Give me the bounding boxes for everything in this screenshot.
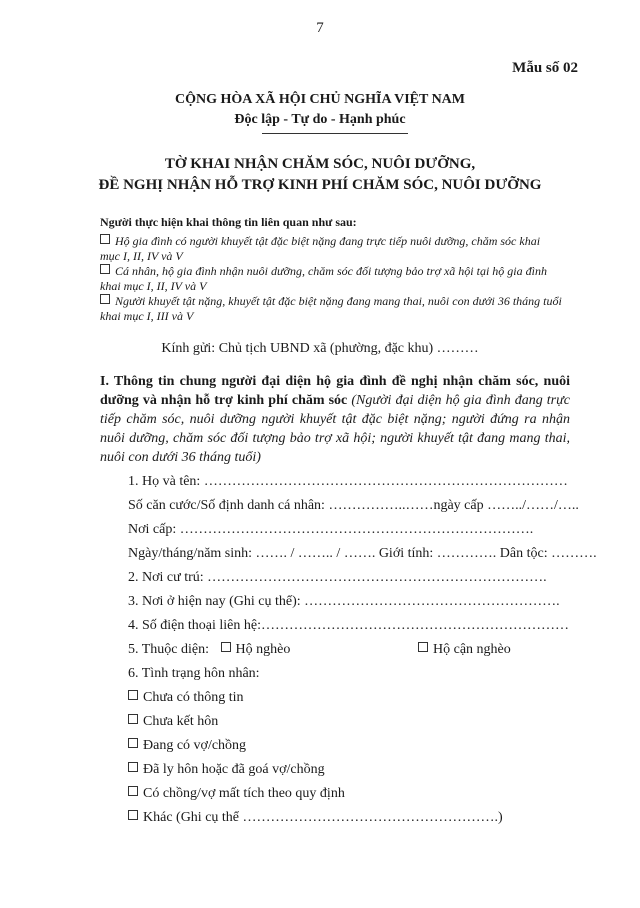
intro-option-1-text: Hộ gia đình có người khuyết tật đặc biệt nặng đang trực tiếp nuôi dưỡng, chăm sóc khai <box>115 234 541 248</box>
intro-option-1-cont: mục I, II, IV và V <box>100 249 183 263</box>
checkbox-icon[interactable] <box>128 738 138 748</box>
field-phone[interactable]: 4. Số điện thoại liên hệ:………………………………………………………… <box>128 618 569 633</box>
category-label: 5. Thuộc diện: <box>128 642 210 657</box>
checkbox-icon[interactable] <box>100 264 110 274</box>
form-title-line1: TỜ KHAI NHẬN CHĂM SÓC, NUÔI DƯỠNG, <box>164 156 476 172</box>
marital-option-spouse-missing[interactable]: Có chồng/vợ mất tích theo quy định <box>128 786 345 802</box>
section-1-heading: I. Thông tin chung người đại diện hộ gia đình đề nghị nhận chăm sóc, nuôi dưỡng và nhận hỗ trợ kinh phí chăm sóc <box>100 374 570 408</box>
intro-option-2-cont: khai mục I, II, IV và V <box>100 279 207 293</box>
field-dob-gender-ethnicity[interactable]: Ngày/tháng/năm sinh: ……. / …….. / ……. Giới tính: …………. Dân tộc: ………. <box>128 546 597 561</box>
marital-label: 6. Tình trạng hôn nhân: <box>128 666 260 681</box>
checkbox-icon[interactable] <box>221 642 231 652</box>
category-row <box>128 642 290 658</box>
checkbox-icon[interactable] <box>128 762 138 772</box>
page-number: 7 <box>316 20 324 36</box>
checkbox-icon[interactable] <box>128 714 138 724</box>
checkbox-icon[interactable] <box>128 810 138 820</box>
marital-option-single[interactable]: Chưa kết hôn <box>128 714 218 730</box>
field-id-number[interactable]: Số căn cước/Số định danh cá nhân: ……………..……ngày cấp ……../……/….. <box>128 498 579 513</box>
national-title: CỘNG HÒA XÃ HỘI CHỦ NGHĨA VIỆT NAM <box>174 92 465 107</box>
checkbox-icon[interactable] <box>100 234 110 244</box>
section-1-note: (Người đại diện hộ gia đình đang trực tiếp chăm sóc, nuôi dưỡng người khuyết tật đặc biệt nặng; người đứng ra nhận nuôi dưỡng, chăm sóc đối tượng bảo trợ xã hội; người khuyết tật đang mang thai, nuôi con dưới 36 tháng tuổi) <box>100 393 570 465</box>
checkbox-icon[interactable] <box>100 294 110 304</box>
national-motto: Độc lập - Tự do - Hạnh phúc <box>234 112 406 127</box>
section-1-header <box>100 372 570 467</box>
checkbox-icon[interactable] <box>418 642 428 652</box>
marital-option-divorced-widowed[interactable]: Đã ly hôn hoặc đã goá vợ/chồng <box>128 762 325 778</box>
intro-heading: Người thực hiện khai thông tin liên quan như sau: <box>100 215 357 229</box>
intro-option-2[interactable] <box>100 264 547 279</box>
intro-option-3[interactable] <box>100 294 562 309</box>
intro-option-2-text: Cá nhân, hộ gia đình nhận nuôi dưỡng, chăm sóc đối tượng bảo trợ xã hội tại hộ gia đình <box>115 264 547 278</box>
intro-option-1[interactable] <box>100 234 540 249</box>
field-residence[interactable]: 2. Nơi cư trú: ………………………………………………………………. <box>128 570 547 585</box>
intro-option-3-text: Người khuyết tật nặng, khuyết tật đặc biệt nặng đang mang thai, nuôi con dưới 36 tháng tuổi <box>115 294 562 308</box>
motto-underline <box>262 133 408 134</box>
field-full-name[interactable]: 1. Họ và tên: …………………………………………………………………… <box>128 474 568 489</box>
form-number: Mẫu số 02 <box>512 60 578 76</box>
recipient-line: Kính gửi: Chủ tịch UBND xã (phường, đặc khu) ……… <box>161 341 479 356</box>
intro-option-3-cont: khai mục I, III và V <box>100 309 194 323</box>
field-place-issued[interactable]: Nơi cấp: …………………………………………………………………. <box>128 522 534 537</box>
checkbox-icon[interactable] <box>128 690 138 700</box>
category-option-near-poor[interactable]: Hộ cận nghèo <box>418 642 511 658</box>
marital-option-other[interactable]: Khác (Ghi cụ thể ……………………………………………….) <box>128 810 503 826</box>
category-option-poor[interactable]: Hộ nghèo <box>221 642 291 657</box>
marital-option-no-info[interactable]: Chưa có thông tin <box>128 690 244 706</box>
marital-option-married[interactable]: Đang có vợ/chồng <box>128 738 246 754</box>
form-title-line2: ĐỀ NGHỊ NHẬN HỖ TRỢ KINH PHÍ CHĂM SÓC, NUÔI DƯỠNG <box>98 177 542 193</box>
checkbox-icon[interactable] <box>128 786 138 796</box>
field-current-address[interactable]: 3. Nơi ở hiện nay (Ghi cụ thể): ………………………………………………. <box>128 594 560 609</box>
